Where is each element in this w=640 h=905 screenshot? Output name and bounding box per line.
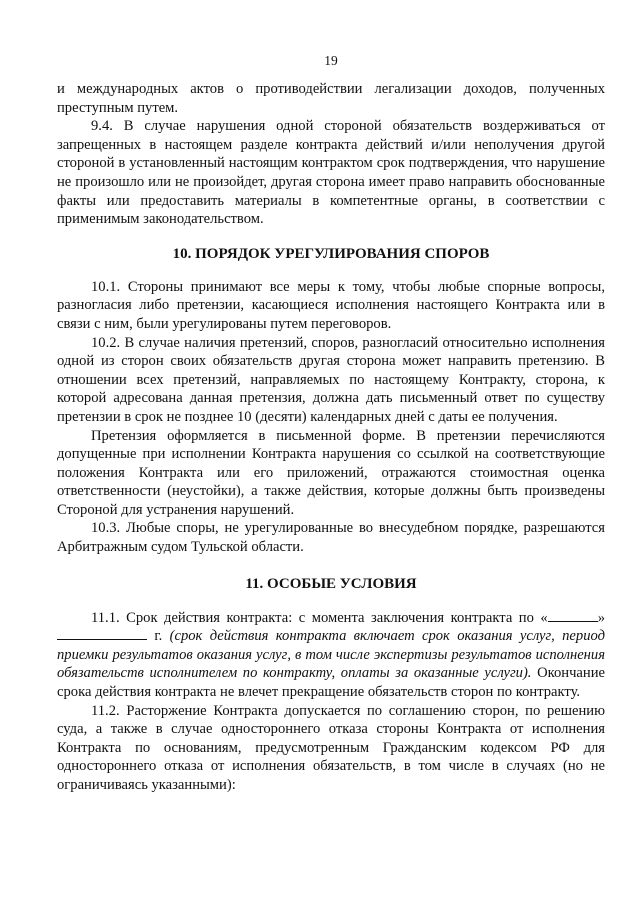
month-blank (57, 627, 147, 640)
paragraph-claim-form: Претензия оформляется в письменной форме. В претензии перечисляются допущенные при исполнении Контракта нарушения со ссылкой на соответствующие положения Контракта или его приложений, отражаются стоимостная оценка ответственности (неустойки), а также действия, которые должны быть произведены Стороной для устранения нарушений. (57, 427, 605, 518)
page-number: 19 (324, 53, 338, 68)
clause-11-1-italic: (срок действия контракта включает срок оказания услуг, период приемки результатов оказания услуг, в том числе экспертизы результатов исполнения обязательств исполнителем по контракту, оплаты за оказанные услуги). (57, 628, 605, 682)
section-10-heading: 10. ПОРЯДОК УРЕГУЛИРОВАНИЯ СПОРОВ (172, 245, 490, 262)
section-11-heading: 11. ОСОБЫЕ УСЛОВИЯ (245, 575, 417, 592)
clause-11-1-year: г. (147, 628, 170, 645)
paragraph-clause-9-4: 9.4. В случае нарушения одной стороной обязательств воздерживаться от запрещенных в настоящем разделе контракта действий и/или неполучения другой стороной в установленный настоящим контрактом срок подтверждения, что нарушение не произошло или не произойдет, другая сторона имеет право направить обоснованные факты или предоставить материалы в компетентные органы, в соответствии с применимым законодательством. (57, 118, 605, 228)
paragraph-clause-10-3: 10.3. Любые споры, не урегулированные во внесудебном порядке, разрешаются Арбитражным судом Тульской области. (57, 520, 605, 556)
date-blank (548, 609, 598, 622)
paragraph-clause-10-2: 10.2. В случае наличия претензий, споров, разногласий относительно исполнения одной из сторон своих обязательств другая сторона может направить претензию. В отношении всех претензий, направляемых по настоящему Контракту, сторона, к которой адресована данная претензия, должна дать письменный ответ по существу претензии в срок не позднее 10 (десяти) календарных дней с даты ее получения. (57, 334, 605, 425)
clause-11-1-end: Окончание срока действия контракта не влечет прекращение обязательств сторон по контракту. (57, 665, 605, 701)
clause-11-1-quote-close: » (597, 609, 605, 626)
clause-11-1-start: 11.1. Срок действия контракта: с момента заключения контракта по « (91, 609, 548, 626)
paragraph-clause-10-1: 10.1. Стороны принимают все меры к тому, чтобы любые спорные вопросы, разногласия либо претензии, касающиеся исполнения настоящего Контракта или в связи с ним, были урегулированы путем переговоров. (57, 278, 605, 332)
paragraph-clause-11-1 (57, 609, 605, 702)
paragraph-clause-11-2: 11.2. Расторжение Контракта допускается по соглашению сторон, по решению суда, а также в случае одностороннего отказа стороны Контракта от исполнения Контракта по основаниям, предусмотренным Гражданским кодексом РФ для одностороннего отказа от исполнения обязательств, в том числе в случаях (но не ограничиваясь указанными): (57, 702, 605, 793)
document-page (57, 0, 605, 795)
paragraph-continuation: и международных актов о противодействии легализации доходов, полученных преступным путем. (57, 81, 605, 116)
